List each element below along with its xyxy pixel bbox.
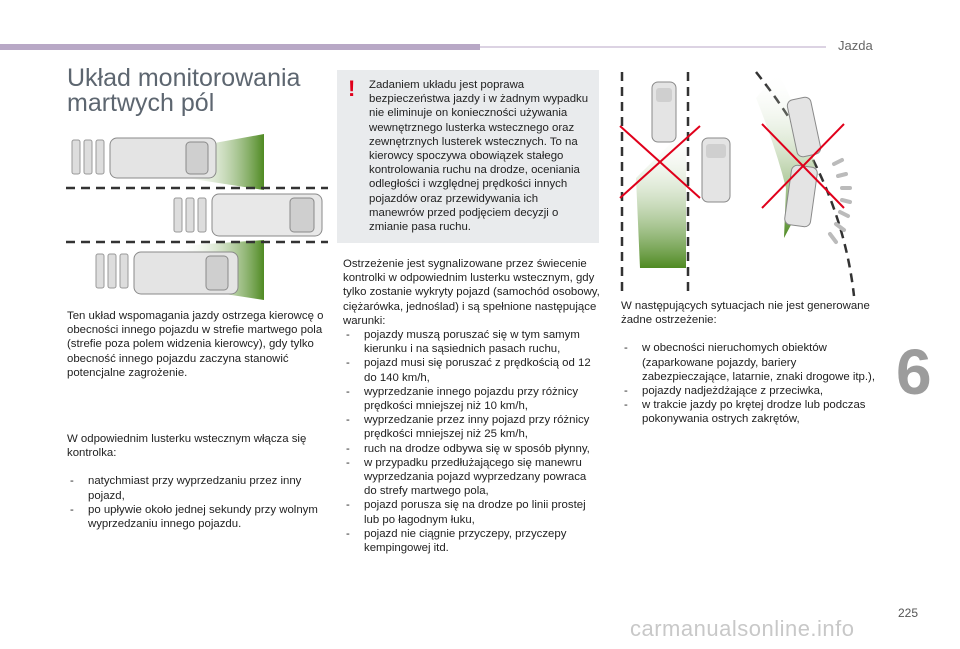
no-warning-list bbox=[621, 341, 883, 426]
page-number: 225 bbox=[898, 606, 919, 620]
blind-spot-illustration bbox=[66, 128, 334, 304]
conditions-intro: Ostrzeżenie jest sygnalizowane przez świecenie kontrolki w odpowiednim lusterku wstecznym, gdy tylko zostanie wykryty pojazd (samochód osobowy, ciężarówka, jednoślad) i są spełnione następujące warunki: bbox=[343, 258, 600, 327]
exclamation-icon: ! bbox=[348, 76, 356, 101]
no-warning-section bbox=[621, 299, 883, 427]
section-label: Jazda bbox=[838, 38, 873, 53]
own-car-left bbox=[702, 138, 730, 202]
page-title bbox=[67, 66, 327, 116]
list-item: - po upływie około jednej sekundy przy wolnym wyprzedzaniu innego pojazdu. bbox=[67, 503, 327, 531]
list-item: - w trakcie jazdy po krętej drodze lub podczas pokonywania ostrych zakrętów, bbox=[621, 398, 883, 426]
list-item: - wyprzedzanie przez inny pojazd przy różnicy prędkości mniejszej niż 25 km/h, bbox=[343, 413, 601, 441]
warning-text: Zadaniem układu jest poprawa bezpieczeństwa jazdy i w żadnym wypadku nie eliminuje on konieczności używania wewnętrznego lusterka wstecznego oraz zewnętrznych lusterek wstecznych. To na kierowcy spoczywa obowiązek stałego kontrolowania ruchu na drodze, oceniania odległości i względnej prędkości innych pojazdów oraz przewidywania ich manewrów przed podjęciem decyzji o zmianie pasa ruchu. bbox=[369, 79, 589, 234]
van-top bbox=[72, 138, 216, 178]
watermark: carmanualsonline.info bbox=[630, 616, 855, 641]
header-rule bbox=[480, 46, 826, 48]
conditions-list bbox=[343, 328, 601, 555]
list-item: - pojazd porusza się na drodze po linii prostej lub po łagodnym łuku, bbox=[343, 498, 601, 526]
chapter-number: 6 bbox=[896, 336, 932, 408]
parked-car bbox=[652, 82, 676, 142]
title-line-1: Układ monitorowania bbox=[67, 64, 301, 92]
van-own bbox=[174, 194, 322, 236]
conditions-section bbox=[343, 257, 601, 555]
list-item: - pojazd nie ciągnie przyczepy, przyczepy kempingowej itd. bbox=[343, 527, 601, 555]
list-item: - pojazdy nadjeżdżające z przeciwka, bbox=[621, 384, 883, 398]
list-item: - pojazdy muszą poruszać się w tym samym kierunku i na sąsiednich pasach ruchu, bbox=[343, 328, 601, 356]
list-item: - wyprzedzanie innego pojazdu przy różnicy prędkości mniejszej niż 10 km/h, bbox=[343, 385, 601, 413]
curve-barriers bbox=[830, 160, 850, 242]
list-item: - w obecności nieruchomych obiektów (zaparkowane pojazdy, bariery zabezpieczające, latarnie, znaki drogowe itp.), bbox=[621, 341, 883, 384]
mirror-intro: W odpowiednim lusterku wstecznym włącza się kontrolka: bbox=[67, 433, 307, 460]
list-item: - w przypadku przedłużającego się manewru wyprzedzania pojazd wyprzedzany powraca do strefy martwego pola, bbox=[343, 456, 601, 499]
mirror-list bbox=[67, 474, 327, 531]
list-item: - natychmiast przy wyprzedzaniu przez inny pojazd, bbox=[67, 474, 327, 502]
list-item: - ruch na drodze odbywa się w sposób płynny, bbox=[343, 442, 601, 456]
title-line-2: martwych pól bbox=[67, 89, 215, 117]
list-item: - pojazd musi się poruszać z prędkością od 12 do 140 km/h, bbox=[343, 356, 601, 384]
mirror-section bbox=[67, 432, 327, 531]
no-warning-intro: W następujących sytuacjach nie jest generowane żadne ostrzeżenie: bbox=[621, 300, 870, 327]
no-warning-illustration bbox=[616, 68, 878, 298]
van-bottom bbox=[96, 252, 238, 294]
header-accent-bar bbox=[0, 44, 480, 50]
intro-paragraph: Ten układ wspomagania jazdy ostrzega kierowcę o obecności innego pojazdu w strefie martwego pola (strefie poza polem widzenia kierowcy), gdy tylko obecność innego pojazdu zaczyna stanowić potencjalne zagrożenie. bbox=[67, 310, 324, 379]
